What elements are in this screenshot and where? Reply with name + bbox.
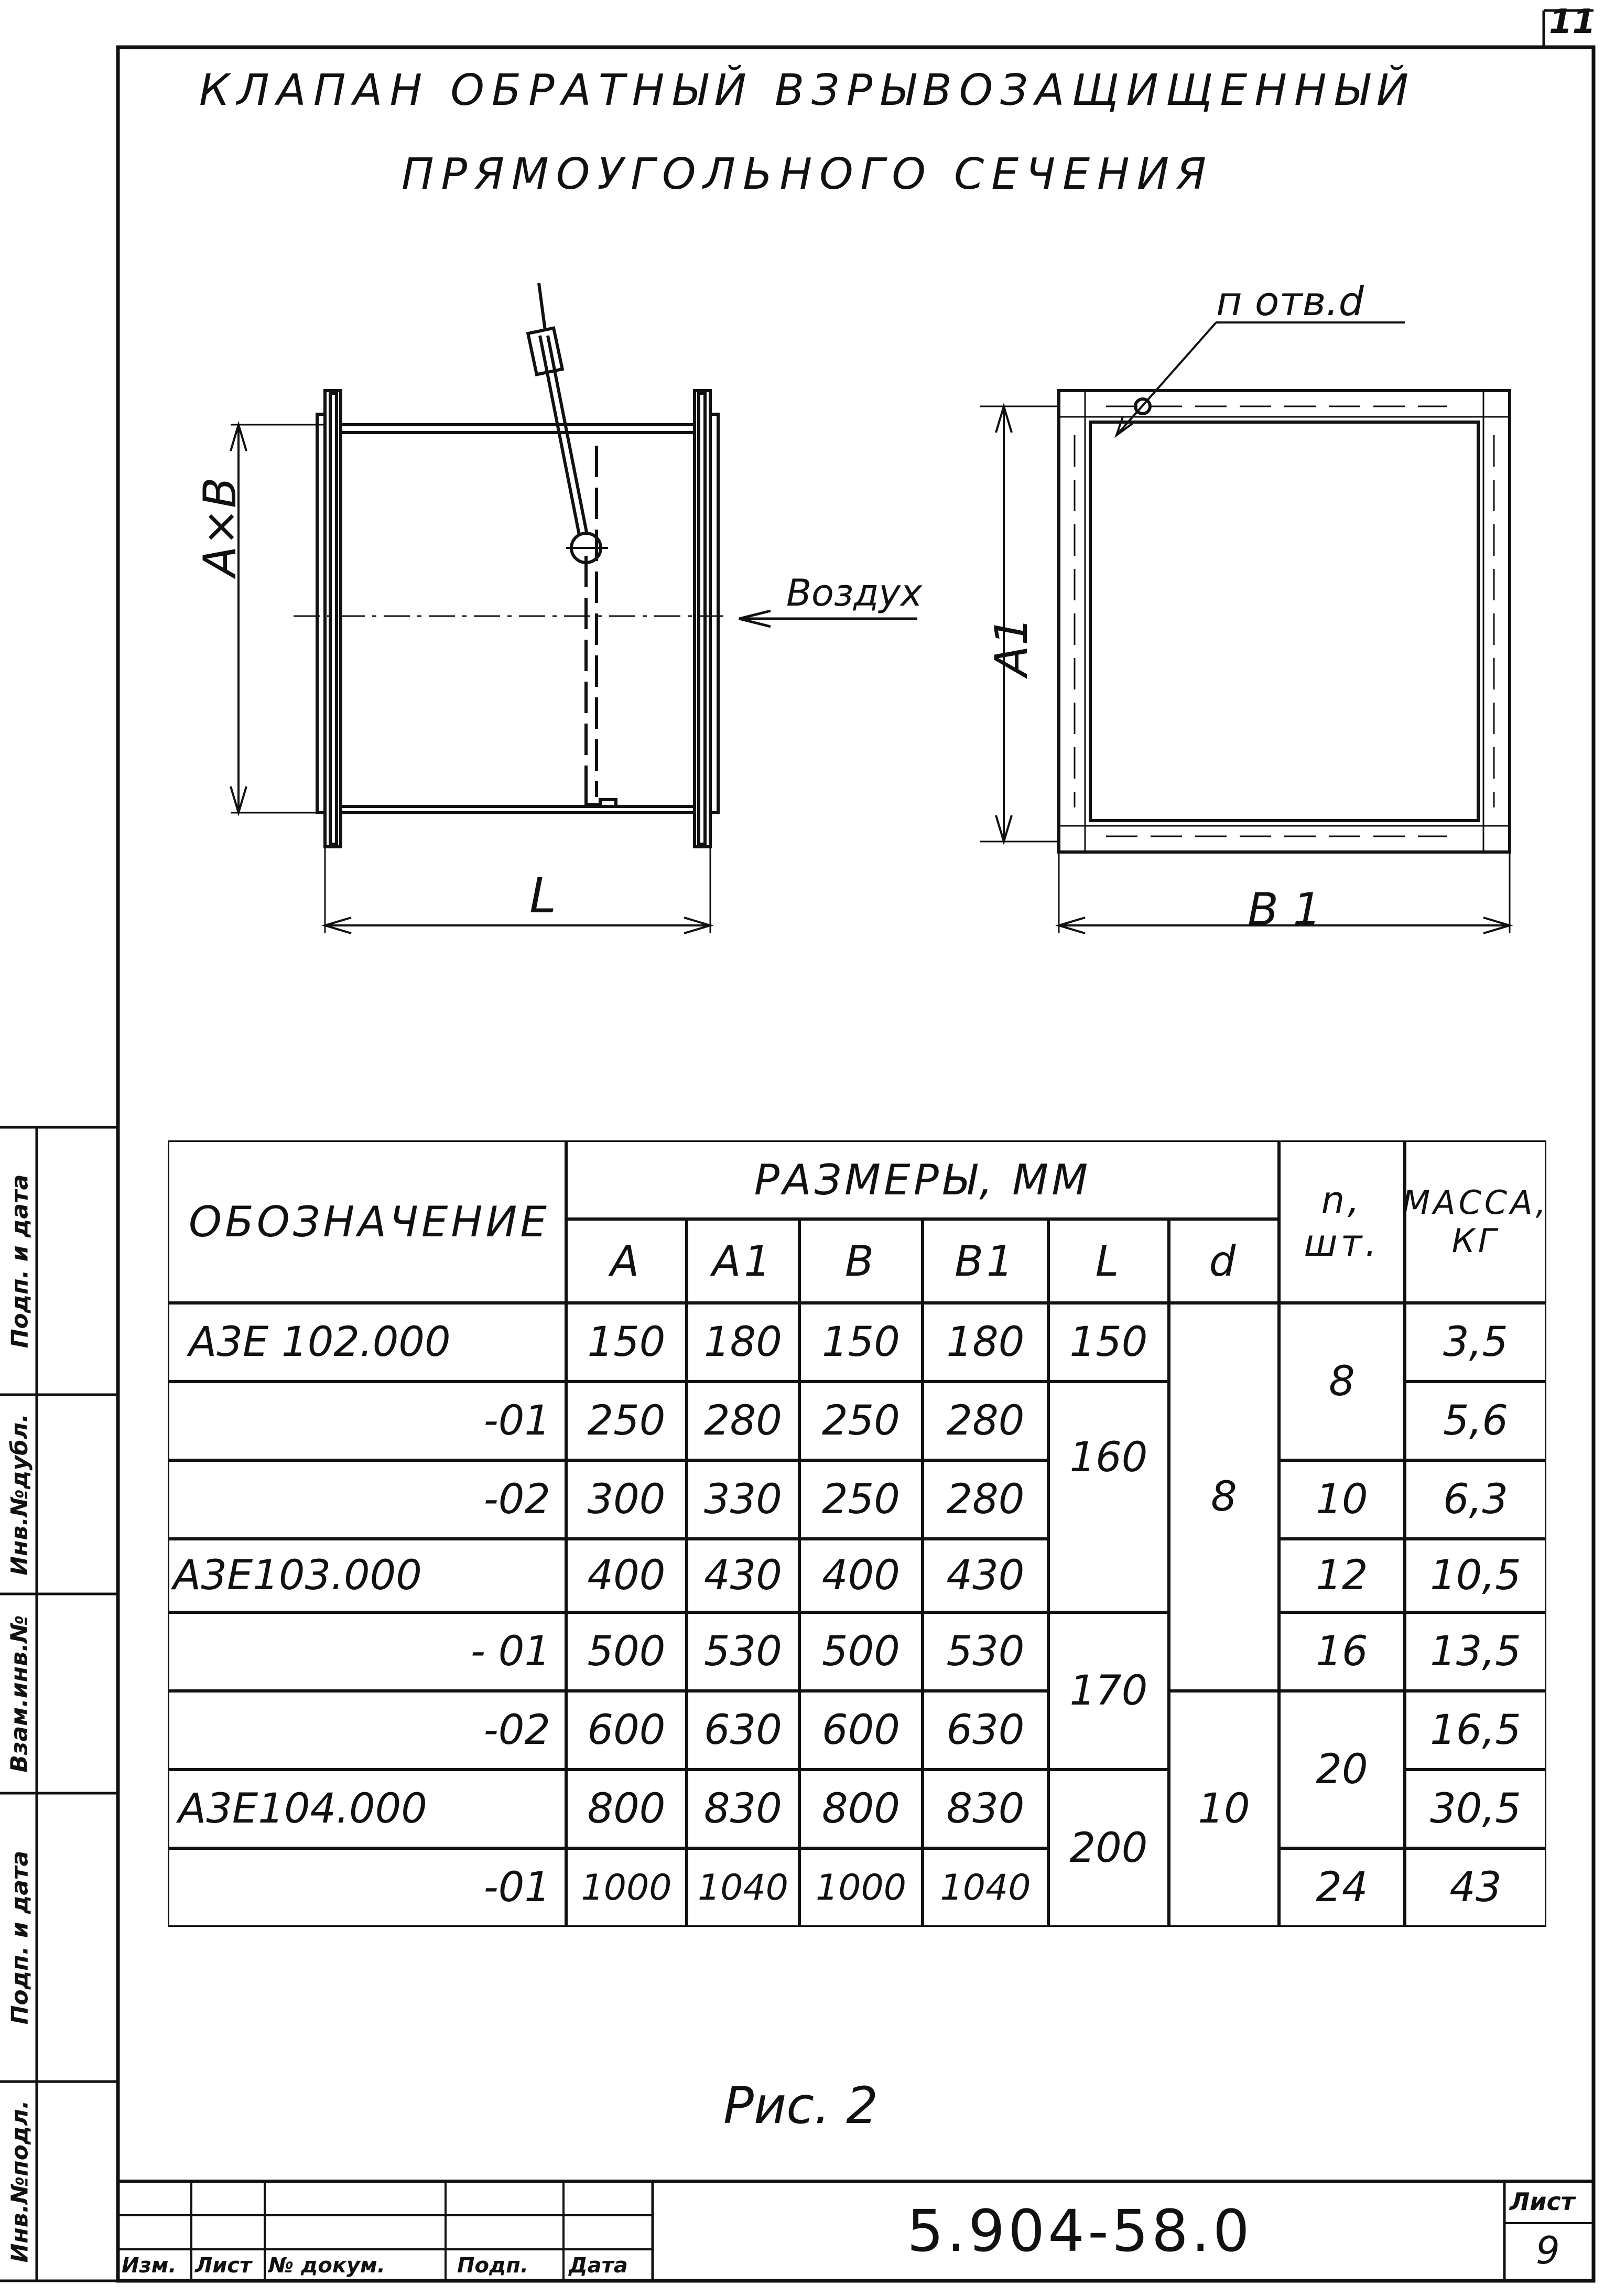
table-cell-a: 500 — [587, 1628, 666, 1675]
table-cell-a1: 630 — [704, 1707, 782, 1754]
stamp-header-doc: № докум. — [268, 2254, 385, 2278]
side-label-dup-inv: Инв.№дубл. — [6, 1413, 34, 1576]
table-cell-a: 600 — [587, 1707, 666, 1754]
table-cell-mass: 13,5 — [1430, 1628, 1521, 1675]
table-cell-mass: 6,3 — [1443, 1476, 1509, 1523]
table-cell-a: 400 — [587, 1552, 666, 1599]
table-cell-a: 1000 — [581, 1867, 672, 1909]
page-number-top: 11 — [1549, 3, 1596, 41]
header-n: n, шт. — [1304, 1179, 1380, 1265]
document-code: 5.904-58.0 — [907, 2197, 1253, 2265]
table-cell-a: 300 — [587, 1476, 666, 1523]
table-cell-b1: 280 — [946, 1397, 1025, 1445]
table-cell-mass: 16,5 — [1430, 1707, 1521, 1754]
table-cell-d: 8 — [1211, 1473, 1237, 1521]
table-cell-n: 8 — [1329, 1358, 1355, 1405]
dim-l-label: L — [529, 868, 557, 924]
side-label-sign-date-2: Подп. и дата — [6, 1850, 33, 2024]
table-row-designation: -02 — [483, 1476, 550, 1523]
table-cell-l: 150 — [1069, 1319, 1148, 1366]
stamp-sheet-number: 9 — [1536, 2228, 1560, 2272]
dim-a1-label: A1 — [985, 617, 1038, 676]
table-cell-b: 1000 — [815, 1867, 907, 1909]
table-cell-a1: 280 — [704, 1397, 782, 1445]
figure-caption: Рис. 2 — [723, 2076, 879, 2135]
table-cell-b1: 830 — [946, 1785, 1025, 1833]
table-row-designation: A3E104.000 — [178, 1785, 427, 1833]
subheader-l: L — [1095, 1236, 1122, 1286]
table-cell-mass: 5,6 — [1443, 1397, 1509, 1445]
side-label-sign-date-1: Подп. и дата — [6, 1174, 33, 1348]
stamp-header-sheet: Лист — [195, 2254, 252, 2278]
table-cell-b: 150 — [822, 1319, 900, 1366]
table-cell-l: 170 — [1069, 1667, 1148, 1715]
table-cell-b: 800 — [822, 1785, 900, 1833]
subheader-a: A — [610, 1236, 643, 1286]
valve-front-view — [975, 283, 1562, 980]
table-cell-mass: 3,5 — [1443, 1319, 1509, 1366]
stamp-header-sign: Подп. — [457, 2254, 529, 2278]
table-cell-a1: 830 — [704, 1785, 782, 1833]
table-row-designation: - 01 — [470, 1628, 550, 1675]
table-cell-b: 400 — [822, 1552, 900, 1599]
header-mass: МАССА, КГ — [1402, 1183, 1549, 1260]
table-cell-a1: 330 — [704, 1476, 782, 1523]
table-cell-a1: 1040 — [697, 1867, 789, 1909]
dim-b1-label: B 1 — [1248, 883, 1322, 936]
table-cell-a: 800 — [587, 1785, 666, 1833]
subheader-b1: B1 — [955, 1236, 1016, 1286]
table-row-designation: -01 — [483, 1864, 550, 1911]
table-cell-a1: 180 — [704, 1319, 782, 1366]
table-cell-d: 10 — [1198, 1785, 1250, 1833]
dimensions-table — [168, 1140, 1549, 1927]
table-cell-b: 600 — [822, 1707, 900, 1754]
table-row-designation: A3E103.000 — [173, 1552, 422, 1599]
table-cell-a1: 430 — [704, 1552, 782, 1599]
table-row-designation: A3E 102.000 — [189, 1319, 451, 1366]
table-row-designation: -02 — [483, 1707, 550, 1754]
table-cell-n: 20 — [1316, 1746, 1368, 1793]
stamp-header-change: Изм. — [122, 2254, 177, 2278]
table-cell-b1: 430 — [946, 1552, 1025, 1599]
dim-axb-label: A×B — [194, 477, 246, 577]
header-designation: ОБОЗНАЧЕНИЕ — [189, 1197, 550, 1246]
stamp-sheet-label: Лист — [1510, 2187, 1575, 2216]
table-cell-a1: 530 — [704, 1628, 782, 1675]
table-cell-a: 150 — [587, 1319, 666, 1366]
table-cell-mass: 30,5 — [1430, 1785, 1521, 1833]
table-cell-b1: 280 — [946, 1476, 1025, 1523]
subheader-b: B — [845, 1236, 877, 1286]
table-row-designation: -01 — [483, 1397, 550, 1445]
table-cell-b1: 1040 — [940, 1867, 1031, 1909]
table-cell-n: 16 — [1316, 1628, 1368, 1675]
table-cell-n: 10 — [1316, 1476, 1368, 1523]
title-line-2: ПРЯМОУГОЛЬНОГО СЕЧЕНИЯ — [401, 149, 1214, 199]
table-cell-b: 500 — [822, 1628, 900, 1675]
header-sizes: РАЗМЕРЫ, ММ — [754, 1155, 1091, 1204]
side-label-replace-inv: Взам.инв.№ — [6, 1614, 34, 1773]
table-cell-b: 250 — [822, 1397, 900, 1445]
table-cell-n: 12 — [1316, 1552, 1368, 1599]
table-cell-mass: 43 — [1449, 1864, 1502, 1911]
table-cell-l: 160 — [1069, 1434, 1148, 1481]
air-label: Воздух — [786, 572, 923, 615]
table-cell-n: 24 — [1316, 1864, 1368, 1911]
table-cell-a: 250 — [587, 1397, 666, 1445]
table-cell-mass: 10,5 — [1430, 1552, 1521, 1599]
table-cell-b1: 530 — [946, 1628, 1025, 1675]
side-label-orig-inv: Инв.№подл. — [6, 2100, 34, 2262]
table-cell-b1: 180 — [946, 1319, 1025, 1366]
table-cell-b1: 630 — [946, 1707, 1025, 1754]
stamp-header-date: Дата — [569, 2254, 628, 2278]
hole-label: п отв.d — [1216, 278, 1364, 325]
valve-side-view — [199, 273, 776, 996]
table-cell-b: 250 — [822, 1476, 900, 1523]
subheader-a1: A1 — [712, 1236, 774, 1286]
title-line-1: КЛАПАН ОБРАТНЫЙ ВЗРЫВОЗАЩИЩЕННЫЙ — [199, 66, 1416, 115]
subheader-d: d — [1209, 1236, 1239, 1286]
table-cell-l: 200 — [1069, 1825, 1148, 1872]
